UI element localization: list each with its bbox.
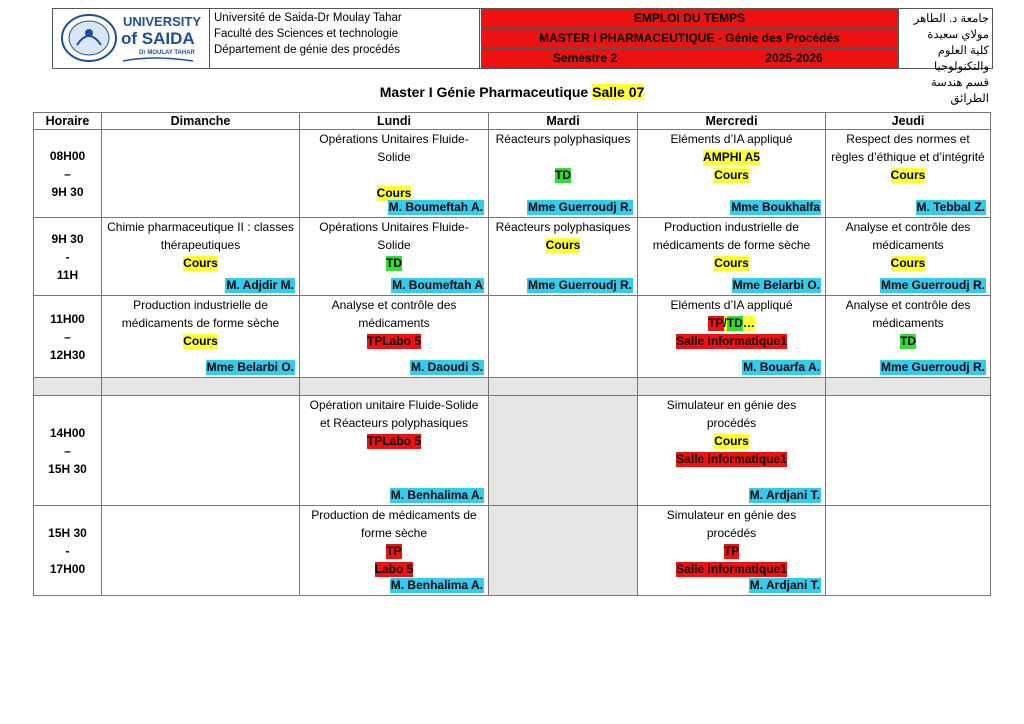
session-type-badge: Salle informatique1 xyxy=(676,334,787,348)
course-cell xyxy=(300,130,489,218)
course-cell-content xyxy=(826,218,990,295)
course-subject: Opérations Unitaires Fluide-Solide xyxy=(319,132,469,164)
course-cell xyxy=(300,296,489,378)
time-line: 14H00 xyxy=(49,425,86,440)
course-cell-content xyxy=(826,130,990,217)
empty-cell xyxy=(489,296,638,378)
course-subject: Production industrielle de médicaments de forme sèche xyxy=(121,298,280,330)
teacher-name: Mme Belarbi O. xyxy=(732,278,820,292)
course-cell-content xyxy=(300,218,488,295)
university-logo xyxy=(53,9,210,68)
session-type-line xyxy=(638,254,825,272)
course-subject: Eléments d’IA appliqué xyxy=(670,298,793,312)
session-type-badge: Cours xyxy=(714,434,749,448)
course-cell-content xyxy=(102,218,299,295)
time-line: 15H 30 xyxy=(48,461,87,476)
time-line: 15H 30 xyxy=(48,525,87,540)
session-type-line xyxy=(489,166,637,184)
session-type-line xyxy=(638,166,825,184)
session-type-line xyxy=(826,332,990,350)
break-cell xyxy=(300,378,489,396)
time-slot-row xyxy=(34,506,991,596)
session-type-line xyxy=(638,560,825,578)
table-header-row xyxy=(34,113,991,130)
session-type-badge: Cours xyxy=(714,256,749,270)
session-type-line xyxy=(300,432,488,450)
break-cell xyxy=(34,378,102,396)
session-type-line xyxy=(638,432,825,450)
time-line: 11H xyxy=(56,267,79,282)
course-cell xyxy=(489,130,638,218)
col-horaire: Horaire xyxy=(34,113,102,130)
time-slot-row xyxy=(34,130,991,218)
course-cell-content xyxy=(300,506,488,595)
time-slot-row xyxy=(34,218,991,296)
time-cell xyxy=(34,218,102,296)
time-line: 11H00 xyxy=(50,311,85,326)
title-main: Master I Génie Pharmaceutique xyxy=(379,84,589,100)
teacher-name: M. Ardjani T. xyxy=(749,578,820,592)
course-cell xyxy=(826,130,991,218)
teacher-name: Mme Guerroudj R. xyxy=(527,200,632,214)
course-subject: Analyse et contrôle des médicaments xyxy=(845,298,971,330)
doc-title: EMPLOI DU TEMPS xyxy=(481,9,898,29)
teacher-name: M. Daoudi S. xyxy=(411,360,483,374)
session-type-badge: Labo 5 xyxy=(382,334,421,348)
session-type-line xyxy=(300,542,488,560)
session-type-badge: Cours xyxy=(714,168,749,182)
empty-cell xyxy=(102,396,300,506)
time-slot-row xyxy=(34,396,991,506)
course-cell xyxy=(489,218,638,296)
time-line: - xyxy=(65,543,70,558)
course-cell-content xyxy=(826,296,990,377)
teacher-name: M. Boumeftah A xyxy=(392,278,483,292)
session-type-line xyxy=(102,254,299,272)
break-cell xyxy=(489,378,638,396)
teacher-name: Mme Belarbi O. xyxy=(206,360,294,374)
session-type-badge: TP xyxy=(723,544,740,558)
time-line: – xyxy=(64,443,71,458)
time-slot-row xyxy=(34,296,991,378)
course-cell xyxy=(638,396,826,506)
course-cell-content xyxy=(300,296,488,377)
session-type-badge: … xyxy=(742,316,755,330)
course-cell-content xyxy=(300,396,488,505)
course-cell xyxy=(300,396,489,506)
svg-text:Dr MOULAY TAHAR: Dr MOULAY TAHAR xyxy=(139,50,195,56)
session-type-badge: Salle informatique1 xyxy=(676,562,787,576)
course-subject: Analyse et contrôle des médicaments xyxy=(845,220,971,252)
course-subject: Respect des normes et règles d’éthique et d’intégrité xyxy=(831,132,985,164)
course-subject: Production industrielle de médicaments de forme sèche xyxy=(652,220,811,252)
course-subject: Réacteurs polyphasiques xyxy=(495,132,631,146)
spacer xyxy=(300,166,488,184)
teacher-name: M. Benhalima A. xyxy=(390,578,483,592)
timetable xyxy=(33,112,991,596)
empty-cell xyxy=(102,130,300,218)
break-cell xyxy=(638,378,826,396)
program-name: MASTER I PHARMACEUTIQUE - Génie des Procédés xyxy=(481,29,898,49)
time-line: – xyxy=(64,166,71,181)
academic-year: 2025-2026 xyxy=(690,49,898,68)
session-type-line xyxy=(300,254,488,272)
course-cell-content xyxy=(638,296,825,377)
course-cell xyxy=(638,218,826,296)
time-line: - xyxy=(65,249,70,264)
course-cell-content xyxy=(638,396,825,505)
teacher-name: M. Boumeftah A. xyxy=(388,200,483,214)
session-type-line xyxy=(638,450,825,468)
session-type-line xyxy=(300,332,488,350)
session-type-line xyxy=(102,332,299,350)
course-subject: Simulateur en génie des procédés xyxy=(666,398,797,430)
time-line: 08H00 xyxy=(49,148,86,163)
course-cell-content xyxy=(102,296,299,377)
semester: Semestre 2 xyxy=(481,49,690,68)
spacer xyxy=(489,148,637,166)
session-type-badge: Cours xyxy=(183,256,218,270)
time-line: 9H 30 xyxy=(51,184,84,199)
course-subject: Production de médicaments de forme sèche xyxy=(311,508,477,540)
page-title xyxy=(0,84,1024,100)
course-cell-content xyxy=(638,218,825,295)
course-cell xyxy=(300,506,489,596)
session-type-line xyxy=(638,332,825,350)
time-cell xyxy=(34,506,102,596)
course-cell xyxy=(300,218,489,296)
session-type-badge: TP xyxy=(366,434,383,448)
faculty-name: Faculté des Sciences et technologie xyxy=(214,28,399,40)
course-cell-content xyxy=(638,506,825,595)
course-subject: Opérations Unitaires Fluide-Solide xyxy=(319,220,469,252)
teacher-name: M. Bouarfa A. xyxy=(743,360,820,374)
department-name-ar: قسم هندسة الطرائق xyxy=(931,77,989,105)
empty-cell xyxy=(489,396,638,506)
session-type-badge: TP xyxy=(366,334,383,348)
empty-cell xyxy=(102,506,300,596)
break-row xyxy=(34,378,991,396)
course-subject: Opération unitaire Fluide-Solide et Réacteurs polyphasiques xyxy=(309,398,479,430)
faculty-name-ar: كلية العلوم والتكنولوجيا xyxy=(933,45,989,73)
room-line xyxy=(638,148,825,166)
session-type-badge: Cours xyxy=(890,168,926,182)
course-cell xyxy=(826,296,991,378)
svg-text:of SAIDA: of SAIDA xyxy=(121,29,195,48)
course-cell xyxy=(638,296,826,378)
session-type-line xyxy=(300,560,488,578)
session-type-badge: TD xyxy=(555,168,571,182)
university-name: Université de Saida-Dr Moulay Tahar xyxy=(214,12,402,24)
teacher-name: M. Adjdir M. xyxy=(226,278,294,292)
break-cell xyxy=(826,378,991,396)
course-subject: Simulateur en génie des procédés xyxy=(666,508,797,540)
course-cell xyxy=(102,296,300,378)
col-lundi: Lundi xyxy=(300,113,489,130)
session-type-badge: TD xyxy=(900,334,916,348)
session-type-line xyxy=(826,166,990,184)
room-badge: AMPHI A5 xyxy=(703,150,760,164)
course-subject: Réacteurs polyphasiques xyxy=(495,220,631,234)
session-type-badge: Salle informatique1 xyxy=(676,452,787,466)
session-type-line xyxy=(638,314,825,332)
course-cell-content xyxy=(489,218,637,295)
course-subject: Chimie pharmaceutique II : classes thérapeutiques xyxy=(107,220,294,252)
col-mardi: Mardi xyxy=(489,113,638,130)
department-name: Département de génie des procédés xyxy=(214,44,401,56)
col-dimanche: Dimanche xyxy=(102,113,300,130)
col-jeudi: Jeudi xyxy=(826,113,991,130)
session-type-badge: TP xyxy=(386,544,402,558)
teacher-name: M. Benhalima A. xyxy=(390,488,483,502)
session-type-line xyxy=(489,236,637,254)
svg-text:UNIVERSITY: UNIVERSITY xyxy=(123,14,202,29)
time-cell xyxy=(34,130,102,218)
institution-fr xyxy=(210,9,480,68)
time-line: 12H30 xyxy=(49,347,86,362)
teacher-name: M. Ardjani T. xyxy=(749,488,820,502)
teacher-name: Mme Guerroudj R. xyxy=(880,278,985,292)
empty-cell xyxy=(489,506,638,596)
session-type-badge: Labo 5 xyxy=(374,562,414,576)
session-type-line xyxy=(826,254,990,272)
col-mercredi: Mercredi xyxy=(638,113,826,130)
university-name-ar: جامعة د. الطاهر مولاي سعيدة xyxy=(913,13,989,41)
break-cell xyxy=(102,378,300,396)
course-subject: Eléments d’IA appliqué xyxy=(670,132,793,146)
teacher-name: Mme Guerroudj R. xyxy=(527,278,632,292)
session-type-badge: Cours xyxy=(545,238,581,252)
session-type-badge: TD xyxy=(726,316,743,330)
time-cell xyxy=(34,296,102,378)
session-type-badge: TD xyxy=(386,256,402,270)
course-cell-content xyxy=(638,130,825,217)
session-type-badge: TP xyxy=(708,316,724,330)
time-line: – xyxy=(64,329,71,344)
course-cell xyxy=(638,506,826,596)
session-type-line xyxy=(638,542,825,560)
course-subject: Analyse et contrôle des médicaments xyxy=(331,298,457,330)
time-line: 17H00 xyxy=(49,561,86,576)
session-type-badge: / xyxy=(723,316,727,330)
teacher-name: Mme Boukhalfa xyxy=(731,200,820,214)
teacher-name: M. Tebbal Z. xyxy=(916,200,985,214)
title-room: Salle 07 xyxy=(592,84,645,100)
teacher-name: Mme Guerroudj R. xyxy=(880,360,985,374)
empty-cell xyxy=(826,506,991,596)
course-cell xyxy=(102,218,300,296)
course-cell-content xyxy=(489,130,637,217)
course-cell xyxy=(826,218,991,296)
empty-cell xyxy=(826,396,991,506)
session-type-badge: Cours xyxy=(376,186,412,200)
session-type-badge: Cours xyxy=(183,334,218,348)
course-cell-content xyxy=(300,130,488,217)
session-type-badge: Cours xyxy=(890,256,926,270)
course-cell xyxy=(638,130,826,218)
time-line: 9H 30 xyxy=(51,231,84,246)
schedule-info xyxy=(481,9,899,68)
session-type-badge: Labo 5 xyxy=(382,434,421,448)
institution-ar xyxy=(899,9,992,105)
time-cell xyxy=(34,396,102,506)
